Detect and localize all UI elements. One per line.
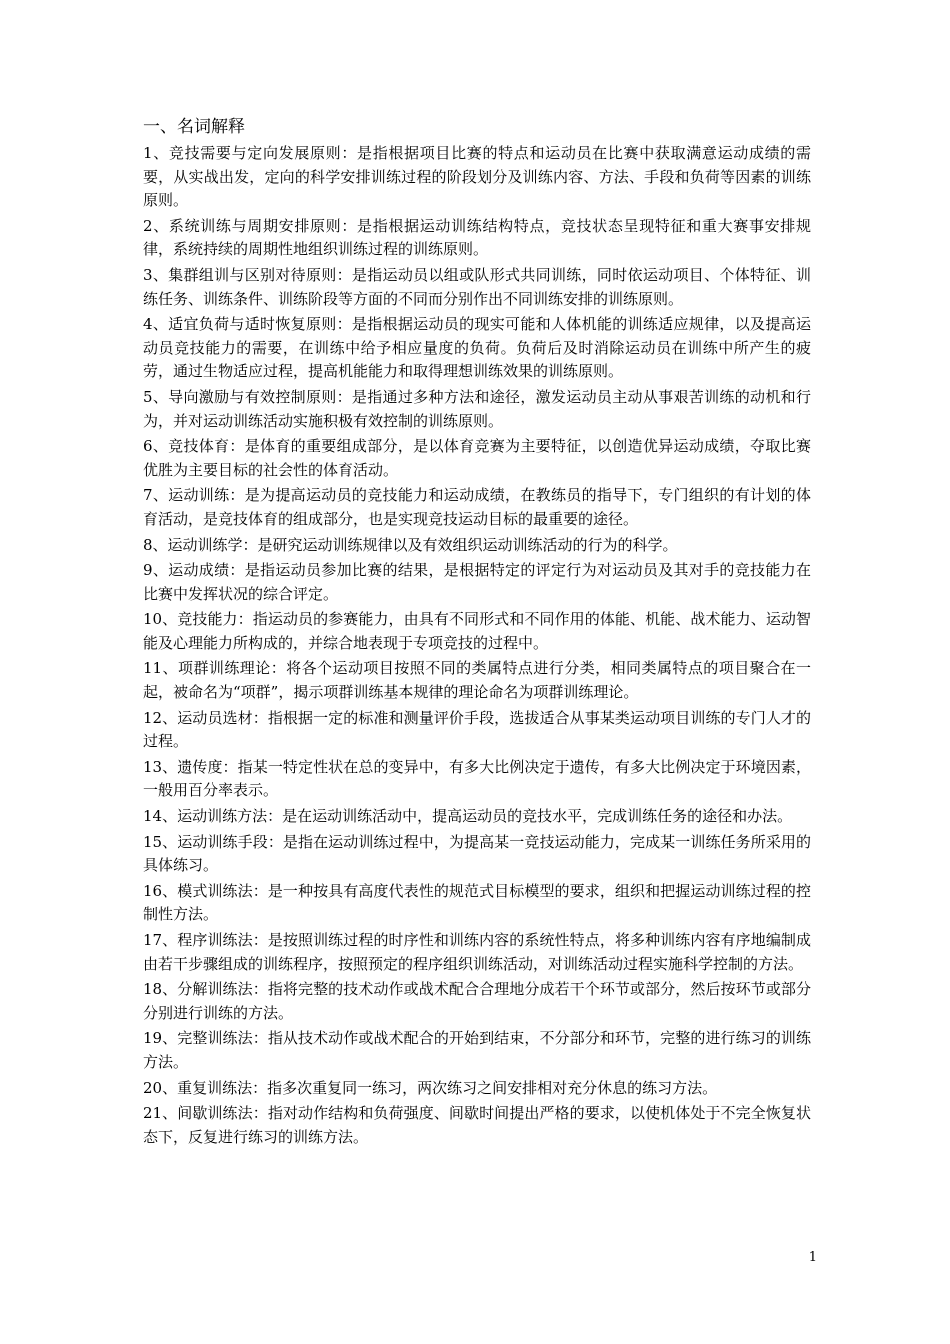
definition-entry: 10、竞技能力：指运动员的参赛能力，由具有不同形式和不同作用的体能、机能、战术能力、运动智能及心理能力所构成的，并综合地表现于专项竞技的过程中。 bbox=[143, 610, 811, 652]
definition-entry: 9、运动成绩：是指运动员参加比赛的结果，是根据特定的评定行为对运动员及其对手的竞技能力在比赛中发挥状况的综合评定。 bbox=[143, 561, 811, 603]
definition-entry: 16、模式训练法：是一种按具有高度代表性的规范式目标模型的要求，组织和把握运动训练过程的控制性方法。 bbox=[143, 881, 811, 924]
page-number: 1 bbox=[808, 1250, 817, 1265]
definition-entry: 17、程序训练法：是按照训练过程的时序性和训练内容的系统性特点，将多种训练内容有序地编制成由若干步骤组成的训练程序，按照预定的程序组织训练活动，对训练活动过程实施科学控制的方法。 bbox=[143, 931, 811, 973]
definition-entry: 2、系统训练与周期安排原则：是指根据运动训练结构特点，竞技状态呈现特征和重大赛事安排规律，系统持续的周期性地组织训练过程的训练原则。 bbox=[143, 216, 811, 259]
definition-entry: 18、分解训练法：指将完整的技术动作或战术配合合理地分成若干个环节或部分，然后按环节或部分分别进行训练的方法。 bbox=[143, 980, 811, 1022]
definition-list bbox=[143, 142, 811, 1149]
definition-entry: 3、集群组训与区别对待原则：是指运动员以组或队形式共同训练，同时依运动项目、个体特征、训练任务、训练条件、训练阶段等方面的不同而分别作出不同训练安排的训练原则。 bbox=[143, 265, 811, 308]
definition-entry: 1、竞技需要与定向发展原则：是指根据项目比赛的特点和运动员在比赛中获取满意运动成绩的需要，从实战出发，定向的科学安排训练过程的阶段划分及训练内容、方法、手段和负荷等因素的训练原则。 bbox=[143, 144, 811, 210]
definition-entry: 4、适宜负荷与适时恢复原则：是指根据运动员的现实可能和人体机能的训练适应规律，以及提高运动员竞技能力的需要，在训练中给予相应量度的负荷。负荷后及时消除运动员在训练中所产生的疲劳，通过生物适应过程，提高机能能力和取得理想训练效果的训练原则。 bbox=[143, 315, 811, 381]
definition-entry: 15、运动训练手段：是指在运动训练过程中，为提高某一竞技运动能力，完成某一训练任务所采用的具体练习。 bbox=[143, 832, 811, 875]
definition-entry: 14、运动训练方法：是在运动训练活动中，提高运动员的竞技水平，完成训练任务的途径和办法。 bbox=[143, 807, 793, 826]
definition-entry: 20、重复训练法：指多次重复同一练习，两次练习之间安排相对充分休息的练习方法。 bbox=[143, 1078, 718, 1097]
definition-entry: 6、竞技体育：是体育的重要组成部分，是以体育竞赛为主要特征，以创造优异运动成绩，夺取比赛优胜为主要目标的社会性的体育活动。 bbox=[143, 437, 811, 479]
definition-entry: 8、运动训练学：是研究运动训练规律以及有效组织运动训练活动的行为的科学。 bbox=[143, 535, 678, 554]
definition-entry: 21、间歇训练法：指对动作结构和负荷强度、间歇时间提出严格的要求，以使机体处于不完全恢复状态下，反复进行练习的训练方法。 bbox=[143, 1104, 811, 1146]
definition-entry: 7、运动训练：是为提高运动员的竞技能力和运动成绩，在教练员的指导下，专门组织的有计划的体育活动，是竞技体育的组成部分，也是实现竞技运动目标的最重要的途径。 bbox=[143, 486, 811, 528]
definition-entry: 12、运动员选材：指根据一定的标准和测量评价手段，选拔适合从事某类运动项目训练的专门人才的过程。 bbox=[143, 708, 811, 751]
definition-entry: 5、导向激励与有效控制原则：是指通过多种方法和途径，激发运动员主动从事艰苦训练的动机和行为，并对运动训练活动实施积极有效控制的训练原则。 bbox=[143, 387, 811, 430]
definition-entry: 19、完整训练法：指从技术动作或战术配合的开始到结束，不分部分和环节，完整的进行练习的训练方法。 bbox=[143, 1029, 811, 1071]
definition-entry: 11、项群训练理论：将各个运动项目按照不同的类属特点进行分类，相同类属特点的项目聚合在一起，被命名为“项群”，揭示项群训练基本规律的理论命名为项群训练理论。 bbox=[143, 659, 811, 702]
document-body bbox=[143, 114, 811, 1151]
section-title: 一、名词解释 bbox=[143, 117, 245, 137]
definition-entry: 13、遗传度：指某一特定性状在总的变异中，有多大比例决定于遗传，有多大比例决定于环境因素，一般用百分率表示。 bbox=[143, 757, 811, 800]
